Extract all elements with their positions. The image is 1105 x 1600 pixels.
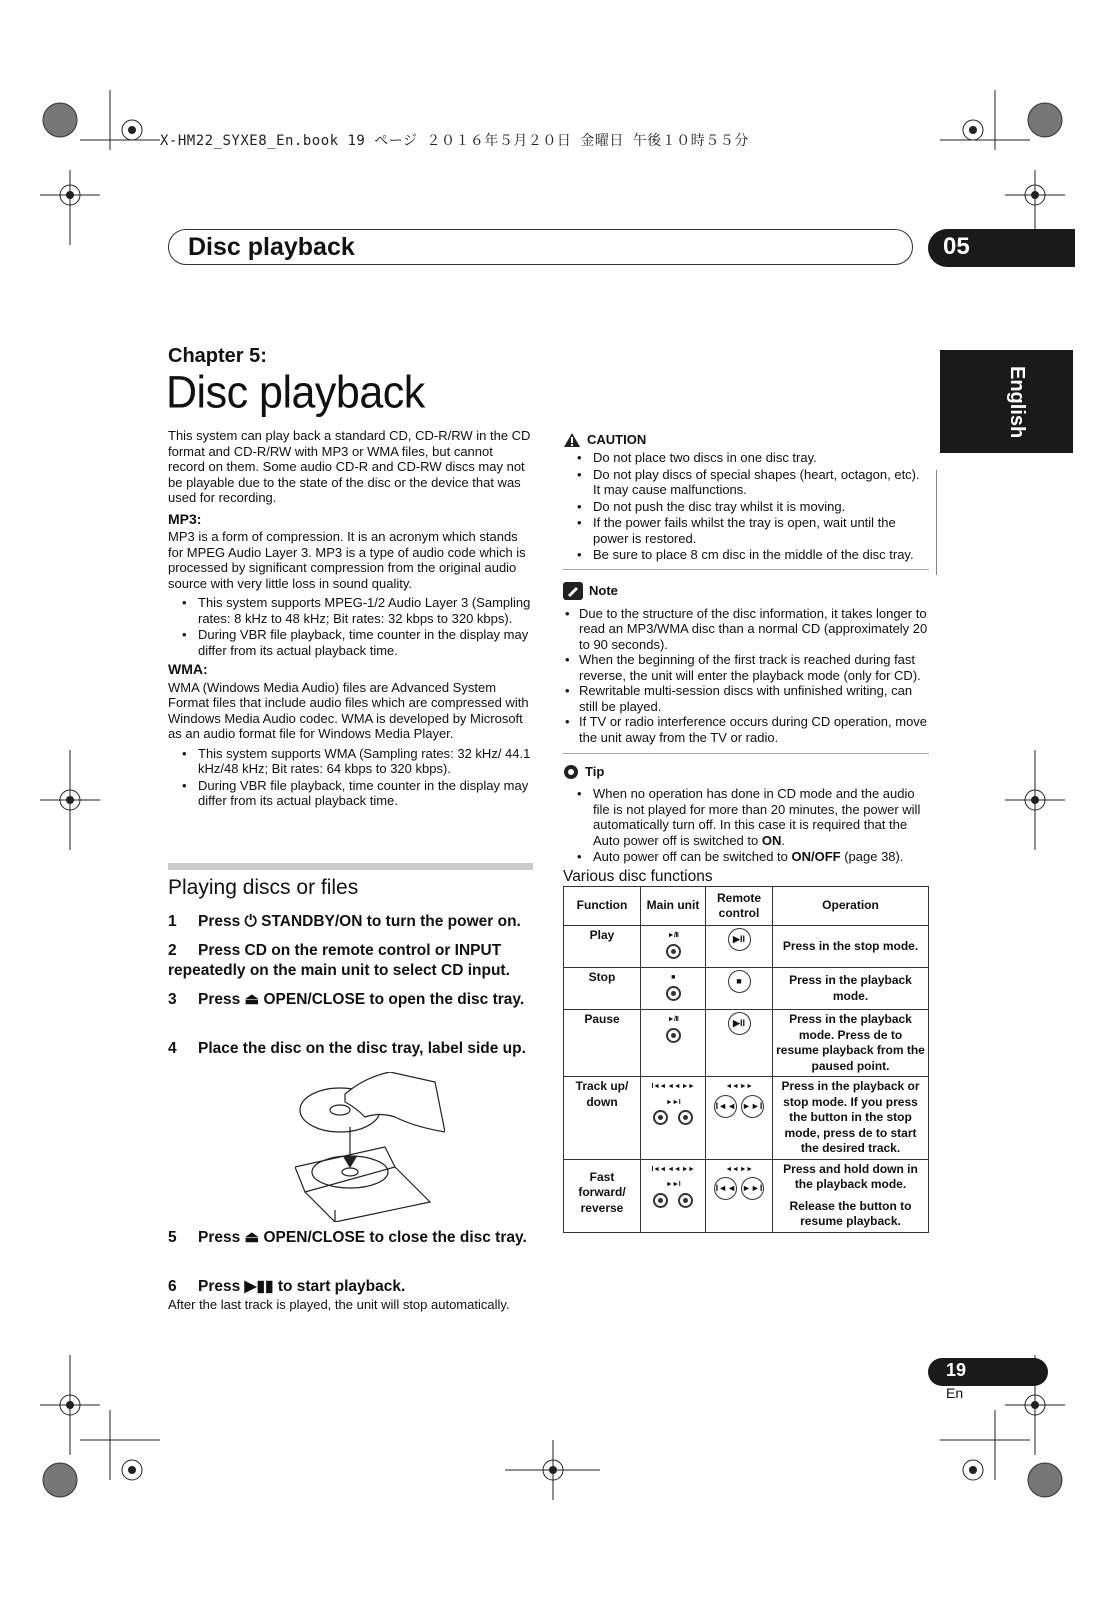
table-row: Play ►/II ▶II Press in the stop mode. — [564, 926, 929, 968]
main-unit-button-icon — [666, 944, 681, 959]
right-column — [563, 432, 929, 1233]
previous-track-icon: I◄◄ — [714, 1177, 737, 1200]
step-5: 5 Press ⏏ OPEN/CLOSE to close the disc tray. — [168, 1229, 527, 1246]
step-4: 4 Place the disc on the disc tray, label side up. — [168, 1040, 526, 1057]
left-column — [168, 428, 533, 810]
list-item: • Auto power off can be switched to ON/OFF (page 38). — [593, 849, 929, 865]
list-item: • If TV or radio interference occurs during CD operation, move the unit away from the TV or radio. — [579, 714, 929, 745]
chapter-number: 05 — [943, 233, 970, 260]
main-unit-button-icon — [666, 1028, 681, 1043]
chapter-label: Chapter 5: — [168, 345, 267, 367]
list-item: • During VBR file playback, time counter in the display may differ from its actual playback time. — [198, 778, 533, 809]
section-divider — [168, 863, 533, 870]
step-3: 3 Press ⏏ OPEN/CLOSE to open the disc tray. — [168, 991, 525, 1008]
list-item: • Do not place two discs in one disc tray. — [593, 450, 929, 466]
caution-list — [563, 450, 929, 563]
functions-heading: Various disc functions — [563, 867, 713, 885]
col-header-operation: Operation — [773, 887, 929, 926]
next-track-icon: ►►I — [741, 1095, 764, 1118]
language-tab-label: English — [1006, 366, 1028, 439]
step-6: 6 Press ▶▮▮ to start playback. — [168, 1278, 406, 1295]
list-item: • During VBR file playback, time counter in the display may differ from its actual playback time. — [198, 627, 533, 658]
side-rule — [936, 470, 937, 575]
col-header-main-unit: Main unit — [641, 887, 706, 926]
list-item: • Rewritable multi-session discs with unfinished writing, can still be played. — [579, 683, 929, 714]
after-playback-note: After the last track is played, the unit will stop automatically. — [168, 1297, 510, 1312]
list-item: • Do not push the disc tray whilst it is moving. — [593, 499, 929, 515]
list-item: • This system supports MPEG-1/2 Audio Layer 3 (Sampling rates: 8 kHz to 48 kHz; Bit rates: 32 kbps to 320 kbps). — [198, 595, 533, 626]
tip-list — [563, 786, 929, 865]
caution-rule — [563, 569, 929, 570]
tip-heading: Tip — [563, 764, 929, 780]
mp3-heading: MP3: — [168, 510, 202, 527]
play-pause-icon: ▶II — [728, 1012, 751, 1035]
caution-heading: CAUTION — [563, 432, 929, 448]
mp3-body: MP3 is a form of compression. It is an acronym which stands for MPEG Audio Layer 3. MP3 is a type of audio code which is processed by significant compression from the original audio source with very little loss in sound quality. — [168, 529, 526, 591]
section-heading: Playing discs or files — [168, 876, 359, 899]
tip-icon — [563, 764, 579, 780]
chapter-title: Disc playback — [166, 367, 425, 419]
list-item: • When the beginning of the first track is reached during fast reverse, the unit will enter the playback mode (only for CD). — [579, 652, 929, 683]
stop-icon: ■ — [728, 970, 751, 993]
list-item: • This system supports WMA (Sampling rates: 32 kHz/ 44.1 kHz/48 kHz; Bit rates: 64 kbps to 320 kbps). — [198, 746, 533, 777]
wma-bullets — [168, 746, 533, 809]
page-number: 19 — [946, 1360, 967, 1380]
wma-heading: WMA: — [168, 661, 208, 677]
functions-table — [563, 886, 929, 1233]
book-info-line: X-HM22_SYXE8_En.book 19 ページ ２０１６年５月２０日 金曜日 午後１０時５５分 — [160, 133, 749, 149]
mp3-bullets — [168, 595, 533, 658]
intro-paragraph: This system can play back a standard CD, CD-R/RW in the CD format and CD-R/RW with MP3 or WMA files, but cannot record on them. Some audio CD-R and CD-RW discs may not be playable due to the state of the disc or the device that was used for recording. — [168, 428, 531, 505]
table-row: Fast forward/ reverse I◄◄ ◄◄ ►► ►►I ◄◄ ►► I◄◄ ►►I Press and hold down in the playback mode. Release the button to resume playback. — [564, 1159, 929, 1232]
play-pause-icon: ▶II — [728, 928, 751, 951]
table-row: Track up/ down I◄◄ ◄◄ ►► ►►I ◄◄ ►► I◄◄ ►►I Press in the playback or stop mode. If you press the button in the stop mode, press de to start the desired track. — [564, 1077, 929, 1160]
list-item: • If the power fails whilst the tray is open, wait until the power is restored. — [593, 515, 929, 546]
main-unit-button-icon — [653, 1193, 668, 1208]
note-heading: Note — [563, 582, 929, 600]
main-unit-button-icon — [678, 1193, 693, 1208]
col-header-function: Function — [564, 887, 641, 926]
table-row: Pause ►/II ▶II Press in the playback mode. Press de to resume playback from the paused point. — [564, 1010, 929, 1077]
header-title: Disc playback — [188, 233, 355, 261]
step-1: 1 Press ⏻ STANDBY/ON to turn the power on. — [168, 913, 521, 930]
list-item: • When no operation has done in CD mode and the audio file is not played for more than 20 minutes, the power will automatically turn off. In this case it is required that the Auto power off is switched to ON. — [593, 786, 929, 848]
previous-track-icon: I◄◄ — [714, 1095, 737, 1118]
list-item: • Due to the structure of the disc information, it takes longer to read an MP3/WMA disc than a normal CD (approximately 20 to 90 seconds). — [579, 606, 929, 653]
note-list — [563, 606, 929, 746]
note-icon — [563, 582, 583, 600]
list-item: • Be sure to place 8 cm disc in the middle of the disc tray. — [593, 547, 929, 563]
note-rule — [563, 753, 929, 754]
list-item: • Do not play discs of special shapes (heart, octagon, etc). It may cause malfunctions. — [593, 467, 929, 498]
disc-tray-illustration — [295, 1072, 445, 1222]
main-unit-button-icon — [666, 986, 681, 1001]
main-unit-button-icon — [653, 1110, 668, 1125]
wma-body: WMA (Windows Media Audio) files are Advanced System Format files that include audio files which are compressed with Windows Media Audio codec. WMA is developed by Microsoft as an audio format file for Windows Media Player. — [168, 679, 529, 741]
warning-icon — [563, 432, 581, 448]
col-header-remote: Remote control — [706, 887, 773, 926]
table-row: Stop ■ ■ Press in the playback mode. — [564, 968, 929, 1010]
step-2: 2 Press CD on the remote control or INPUT repeatedly on the main unit to select CD input. — [168, 942, 510, 979]
page-language: En — [946, 1385, 964, 1401]
main-unit-button-icon — [678, 1110, 693, 1125]
next-track-icon: ►►I — [741, 1177, 764, 1200]
